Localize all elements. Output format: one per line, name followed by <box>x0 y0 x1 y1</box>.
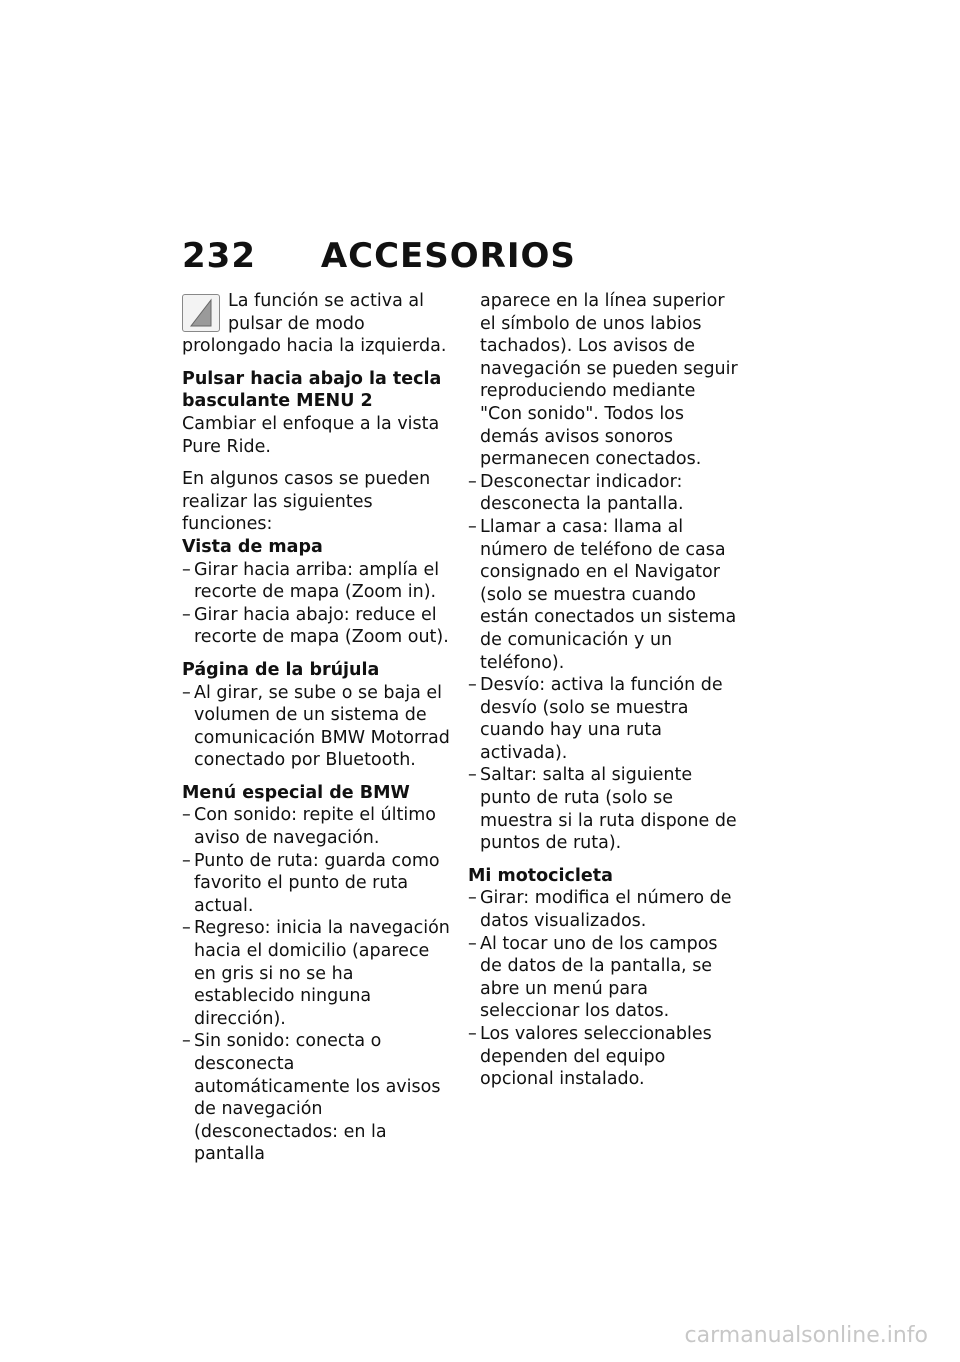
note-triangle-icon <box>182 294 220 332</box>
right-column <box>468 290 738 1101</box>
heading-brujula: Página de la brújula <box>182 659 380 680</box>
list-item: – Al girar, se sube o se baja el volumen de un sistema de comunicación BMW Motorrad conectado por Bluetooth. <box>182 682 452 772</box>
heading-mi-motocicleta: Mi motocicleta <box>468 865 613 886</box>
list-item: – Llamar a casa: llama al número de teléfono de casa consignado en el Navigator (solo se muestra cuando están conectados un sistema de comunicación y un teléfono). <box>468 516 738 674</box>
list-item: – Al tocar uno de los campos de datos de la pantalla, se abre un menú para seleccionar los datos. <box>468 933 738 1023</box>
list-item: – Desconectar indicador: desconecta la pantalla. <box>468 471 738 516</box>
list-item: – Con sonido: repite el último aviso de navegación. <box>182 804 452 849</box>
watermark: carmanualsonline.info <box>684 1323 928 1348</box>
list-item: – Desvío: activa la función de desvío (solo se muestra cuando hay una ruta activada). <box>468 674 738 764</box>
paragraph-functions: En algunos casos se pueden realizar las siguientes funciones: <box>182 469 431 535</box>
list-item: – Regreso: inicia la navegación hacia el domicilio (aparece en gris si no se ha establecido ninguna dirección). <box>182 917 452 1030</box>
section-title: ACCESORIOS <box>320 236 576 276</box>
heading-vista-mapa: Vista de mapa <box>182 536 323 557</box>
list-item: – Punto de ruta: guarda como favorito el punto de ruta actual. <box>182 850 452 918</box>
left-column <box>182 290 452 1176</box>
heading-menu-especial: Menú especial de BMW <box>182 782 410 803</box>
continuation-text: aparece en la línea superior el símbolo de unos labios tachados). Los avisos de navegación se pueden seguir reproduciendo mediante "Con sonido". Todos los demás avisos sonoros permanecen conectados. <box>480 291 738 470</box>
list-menu-especial-cont <box>468 471 738 855</box>
heading-menu2: Pulsar hacia abajo la tecla basculante MENU 2 <box>182 368 442 412</box>
list-vista-mapa <box>182 559 452 649</box>
list-menu-especial <box>182 804 452 1166</box>
list-item: – Girar hacia abajo: reduce el recorte de mapa (Zoom out). <box>182 604 452 649</box>
list-item: – Girar: modifica el número de datos visualizados. <box>468 887 738 932</box>
list-item: – Sin sonido: conecta o desconecta automáticamente los avisos de navegación (desconectados: en la pantalla <box>182 1030 452 1166</box>
list-mi-motocicleta <box>468 887 738 1090</box>
list-brujula <box>182 682 452 772</box>
list-item: – Girar hacia arriba: amplía el recorte de mapa (Zoom in). <box>182 559 452 604</box>
intro-text: La función se activa al pulsar de modo prolongado hacia la izquierda. <box>182 291 447 357</box>
list-item: – Saltar: salta al siguiente punto de ruta (solo se muestra si la ruta dispone de puntos de ruta). <box>468 764 738 854</box>
intro-paragraph <box>182 290 452 358</box>
paragraph-pure-ride: Cambiar el enfoque a la vista Pure Ride. <box>182 413 440 457</box>
page-number: 232 <box>182 236 256 276</box>
list-item: – Los valores seleccionables dependen del equipo opcional instalado. <box>468 1023 738 1091</box>
page-header <box>182 236 576 276</box>
